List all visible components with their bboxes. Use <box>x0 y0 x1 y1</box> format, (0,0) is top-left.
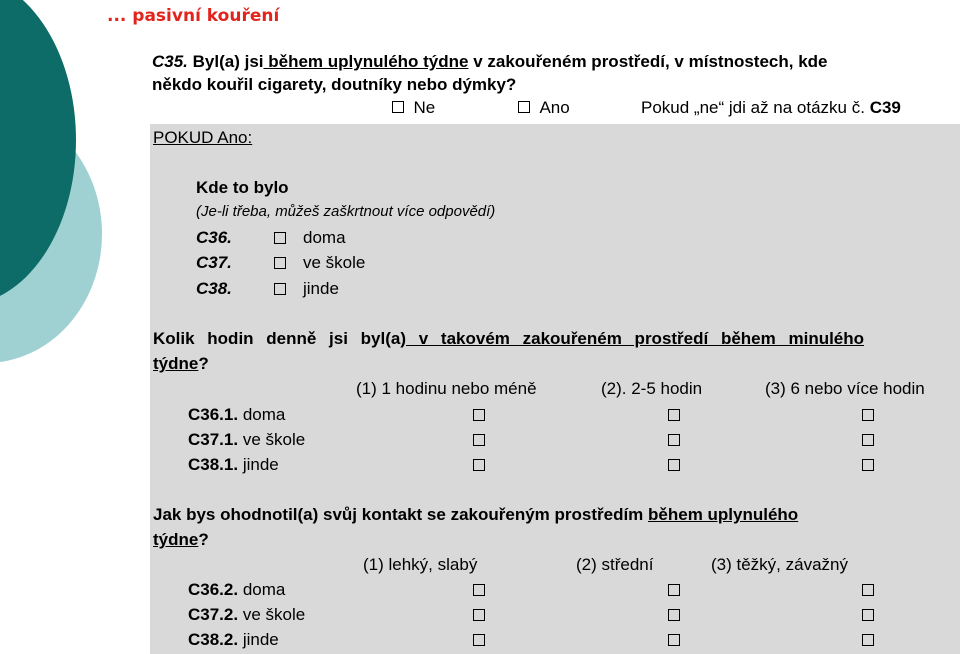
hours-question-line-2: týdne? <box>153 354 209 373</box>
checkbox-cell[interactable] <box>862 584 874 596</box>
column-header: (3) 6 nebo více hodin <box>765 379 925 398</box>
table-row-label: C37.2. ve škole <box>188 605 306 624</box>
hours-question: Kolik hodin denně jsi byl(a) v takovém zakouřeném prostředí během minulého <box>153 329 865 348</box>
item-code: C36. <box>196 228 232 247</box>
table-row-label: C37.1. ve škole <box>188 430 306 449</box>
checkbox-cell[interactable] <box>473 609 485 621</box>
item-label: jinde <box>303 279 339 298</box>
table-row-label: C38.2. jinde <box>188 630 279 649</box>
table-row-label: C36.1. doma <box>188 405 286 424</box>
checkbox-cell[interactable] <box>862 459 874 471</box>
checkbox-cell[interactable] <box>668 409 680 421</box>
checkbox-cell[interactable] <box>862 634 874 646</box>
checkbox-cell[interactable] <box>473 409 485 421</box>
pokud-label: POKUD Ano: <box>153 128 253 147</box>
checkbox-doma[interactable] <box>274 232 286 244</box>
option-yes[interactable]: Ano <box>518 98 570 118</box>
question-line-2: někdo kouřil cigarety, doutníky nebo dýmky? <box>152 75 517 94</box>
checkbox-cell[interactable] <box>473 459 485 471</box>
checkbox-cell[interactable] <box>862 609 874 621</box>
checkbox-jinde[interactable] <box>274 283 286 295</box>
contact-question-line-2: týdne? <box>153 530 209 549</box>
conditional-panel <box>150 124 960 654</box>
checkbox-icon[interactable] <box>392 101 404 113</box>
table-row-label: C38.1. jinde <box>188 455 279 474</box>
table-row-label: C36.2. doma <box>188 580 286 599</box>
contact-question: Jak bys ohodnotil(a) svůj kontakt se zakouřeným prostředím během uplynulého <box>153 505 799 524</box>
column-header: (3) těžký, závažný <box>711 555 848 574</box>
column-header: (2). 2-5 hodin <box>601 379 703 398</box>
slide-title: ... pasivní kouření <box>107 6 280 26</box>
item-label: doma <box>303 228 346 247</box>
checkbox-ve-skole[interactable] <box>274 257 286 269</box>
where-hint: (Je-li třeba, můžeš zaškrtnout více odpovědí) <box>196 203 496 220</box>
column-header: (1) lehký, slabý <box>363 555 478 574</box>
checkbox-cell[interactable] <box>668 459 680 471</box>
checkbox-cell[interactable] <box>668 434 680 446</box>
where-title: Kde to bylo <box>196 178 289 197</box>
checkbox-cell[interactable] <box>473 434 485 446</box>
checkbox-cell[interactable] <box>668 609 680 621</box>
checkbox-cell[interactable] <box>862 434 874 446</box>
checkbox-cell[interactable] <box>473 584 485 596</box>
column-header: (2) střední <box>576 555 654 574</box>
decorative-circles <box>0 0 140 420</box>
question-code: C35. <box>152 52 188 71</box>
underlined-text: během uplynulého týdne <box>263 52 469 71</box>
item-code: C37. <box>196 253 232 272</box>
item-label: ve škole <box>303 253 366 272</box>
column-header: (1) 1 hodinu nebo méně <box>356 379 537 398</box>
skip-instruction: Pokud „ne“ jdi až na otázku č. C39 <box>641 98 901 117</box>
option-no[interactable]: Ne <box>392 98 435 118</box>
checkbox-cell[interactable] <box>473 634 485 646</box>
checkbox-cell[interactable] <box>668 584 680 596</box>
checkbox-cell[interactable] <box>668 634 680 646</box>
checkbox-cell[interactable] <box>862 409 874 421</box>
question-c35: C35. Byl(a) jsi během uplynulého týdne v zakouřeném prostředí, v místnostech, kde někdo kouřil cigarety, doutníky nebo dýmky? <box>152 52 828 94</box>
item-code: C38. <box>196 279 232 298</box>
checkbox-icon[interactable] <box>518 101 530 113</box>
